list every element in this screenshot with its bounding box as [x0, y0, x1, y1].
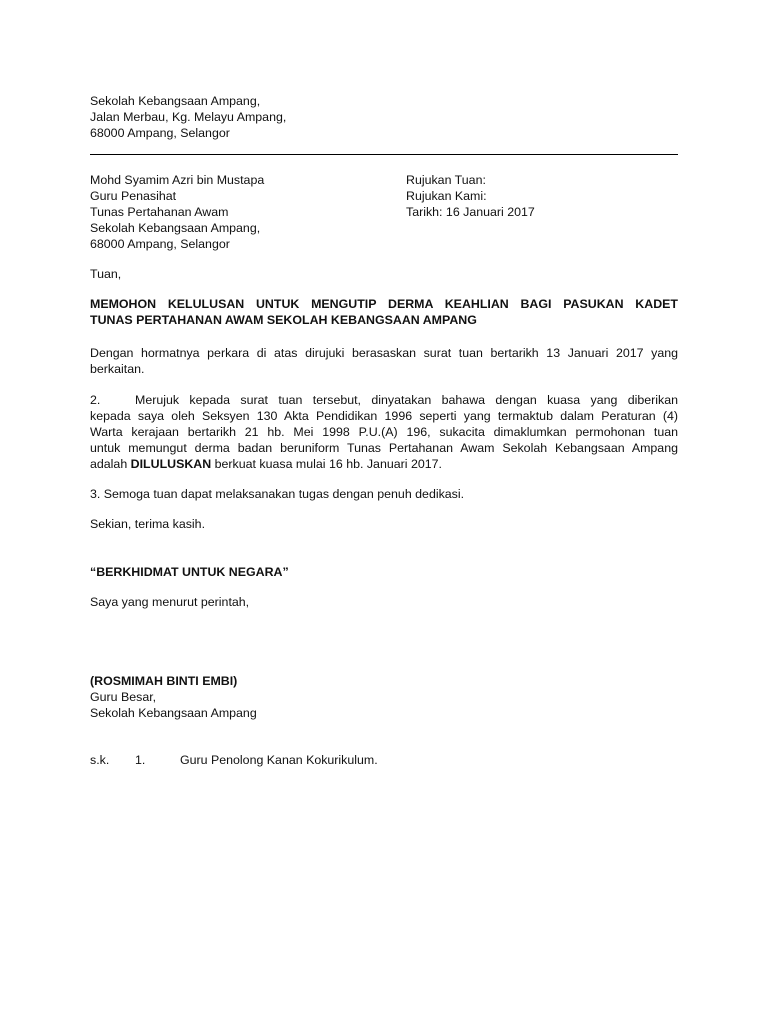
sender-line: Sekolah Kebangsaan Ampang,	[90, 94, 261, 108]
paragraph-line	[90, 456, 678, 472]
motto: “BERKHIDMAT UNTUK NEGARA”	[90, 565, 289, 579]
paragraph-line: berkaitan.	[90, 362, 145, 376]
signer-title: Guru Besar,	[90, 690, 157, 704]
paragraph-text: berkuat kuasa mulai 16 hb. Januari 2017.	[211, 457, 442, 471]
sender-line: Jalan Merbau, Kg. Melayu Ampang,	[90, 110, 287, 124]
rujukan-kami: Rujukan Kami:	[406, 189, 487, 203]
paragraph-line: kepada saya oleh Seksyen 130 Akta Pendidikan 1996 seperti yang termaktub dalam Peraturan (4)	[90, 409, 678, 423]
paragraph-line: Warta kerajaan bertarikh 21 hb. Mei 1998 P.U.(A) 196, sukacita dimaklumkan permohonan tuan	[90, 425, 678, 439]
salutation: Tuan,	[90, 267, 122, 281]
recipient-line: Mohd Syamim Azri bin Mustapa	[90, 173, 265, 187]
paragraph-number: 2.	[90, 393, 101, 407]
subject-line: MEMOHON KELULUSAN UNTUK MENGUTIP DERMA KEAHLIAN BAGI PASUKAN KADET	[90, 297, 678, 311]
signer-name: (ROSMIMAH BINTI EMBI)	[90, 674, 238, 688]
letter-date: Tarikh: 16 Januari 2017	[406, 205, 535, 219]
header-divider	[90, 154, 678, 155]
paragraph-1	[90, 345, 678, 377]
paragraph-line	[90, 392, 678, 408]
letter-subject	[90, 296, 678, 328]
signature-block	[90, 673, 257, 721]
subject-line: TUNAS PERTAHANAN AWAM SEKOLAH KEBANGSAAN AMPANG	[90, 313, 477, 327]
paragraph-2	[90, 392, 678, 472]
closing-text: Sekian, terima kasih.	[90, 517, 206, 531]
approval-status: DILULUSKAN	[130, 457, 212, 471]
cc-recipient: Guru Penolong Kanan Kokurikulum.	[180, 753, 378, 767]
signer-school: Sekolah Kebangsaan Ampang	[90, 706, 257, 720]
paragraph-text: Merujuk kepada surat tuan tersebut, dinyatakan bahawa dengan kuasa yang diberikan	[135, 393, 678, 407]
rujukan-tuan: Rujukan Tuan:	[406, 173, 486, 187]
recipient-address	[90, 172, 264, 252]
paragraph-text: adalah	[90, 457, 131, 471]
carbon-copy	[90, 752, 378, 768]
cc-number: 1.	[135, 753, 146, 767]
recipient-line: Sekolah Kebangsaan Ampang,	[90, 221, 261, 235]
cc-label: s.k.	[90, 753, 110, 767]
paragraph-3: 3. Semoga tuan dapat melaksanakan tugas dengan penuh dedikasi.	[90, 487, 465, 501]
sender-line: 68000 Ampang, Selangor	[90, 126, 230, 140]
paragraph-line: Dengan hormatnya perkara di atas dirujuki berasaskan surat tuan bertarikh 13 Januari 2017 yang	[90, 346, 678, 360]
sign-off: Saya yang menurut perintah,	[90, 595, 250, 609]
sender-address	[90, 93, 286, 141]
paragraph-line: untuk memungut derma badan beruniform Tunas Pertahanan Awam Sekolah Kebangsaan Ampang	[90, 441, 678, 455]
reference-block	[406, 172, 535, 220]
recipient-line: Guru Penasihat	[90, 189, 177, 203]
recipient-line: 68000 Ampang, Selangor	[90, 237, 230, 251]
recipient-line: Tunas Pertahanan Awam	[90, 205, 229, 219]
